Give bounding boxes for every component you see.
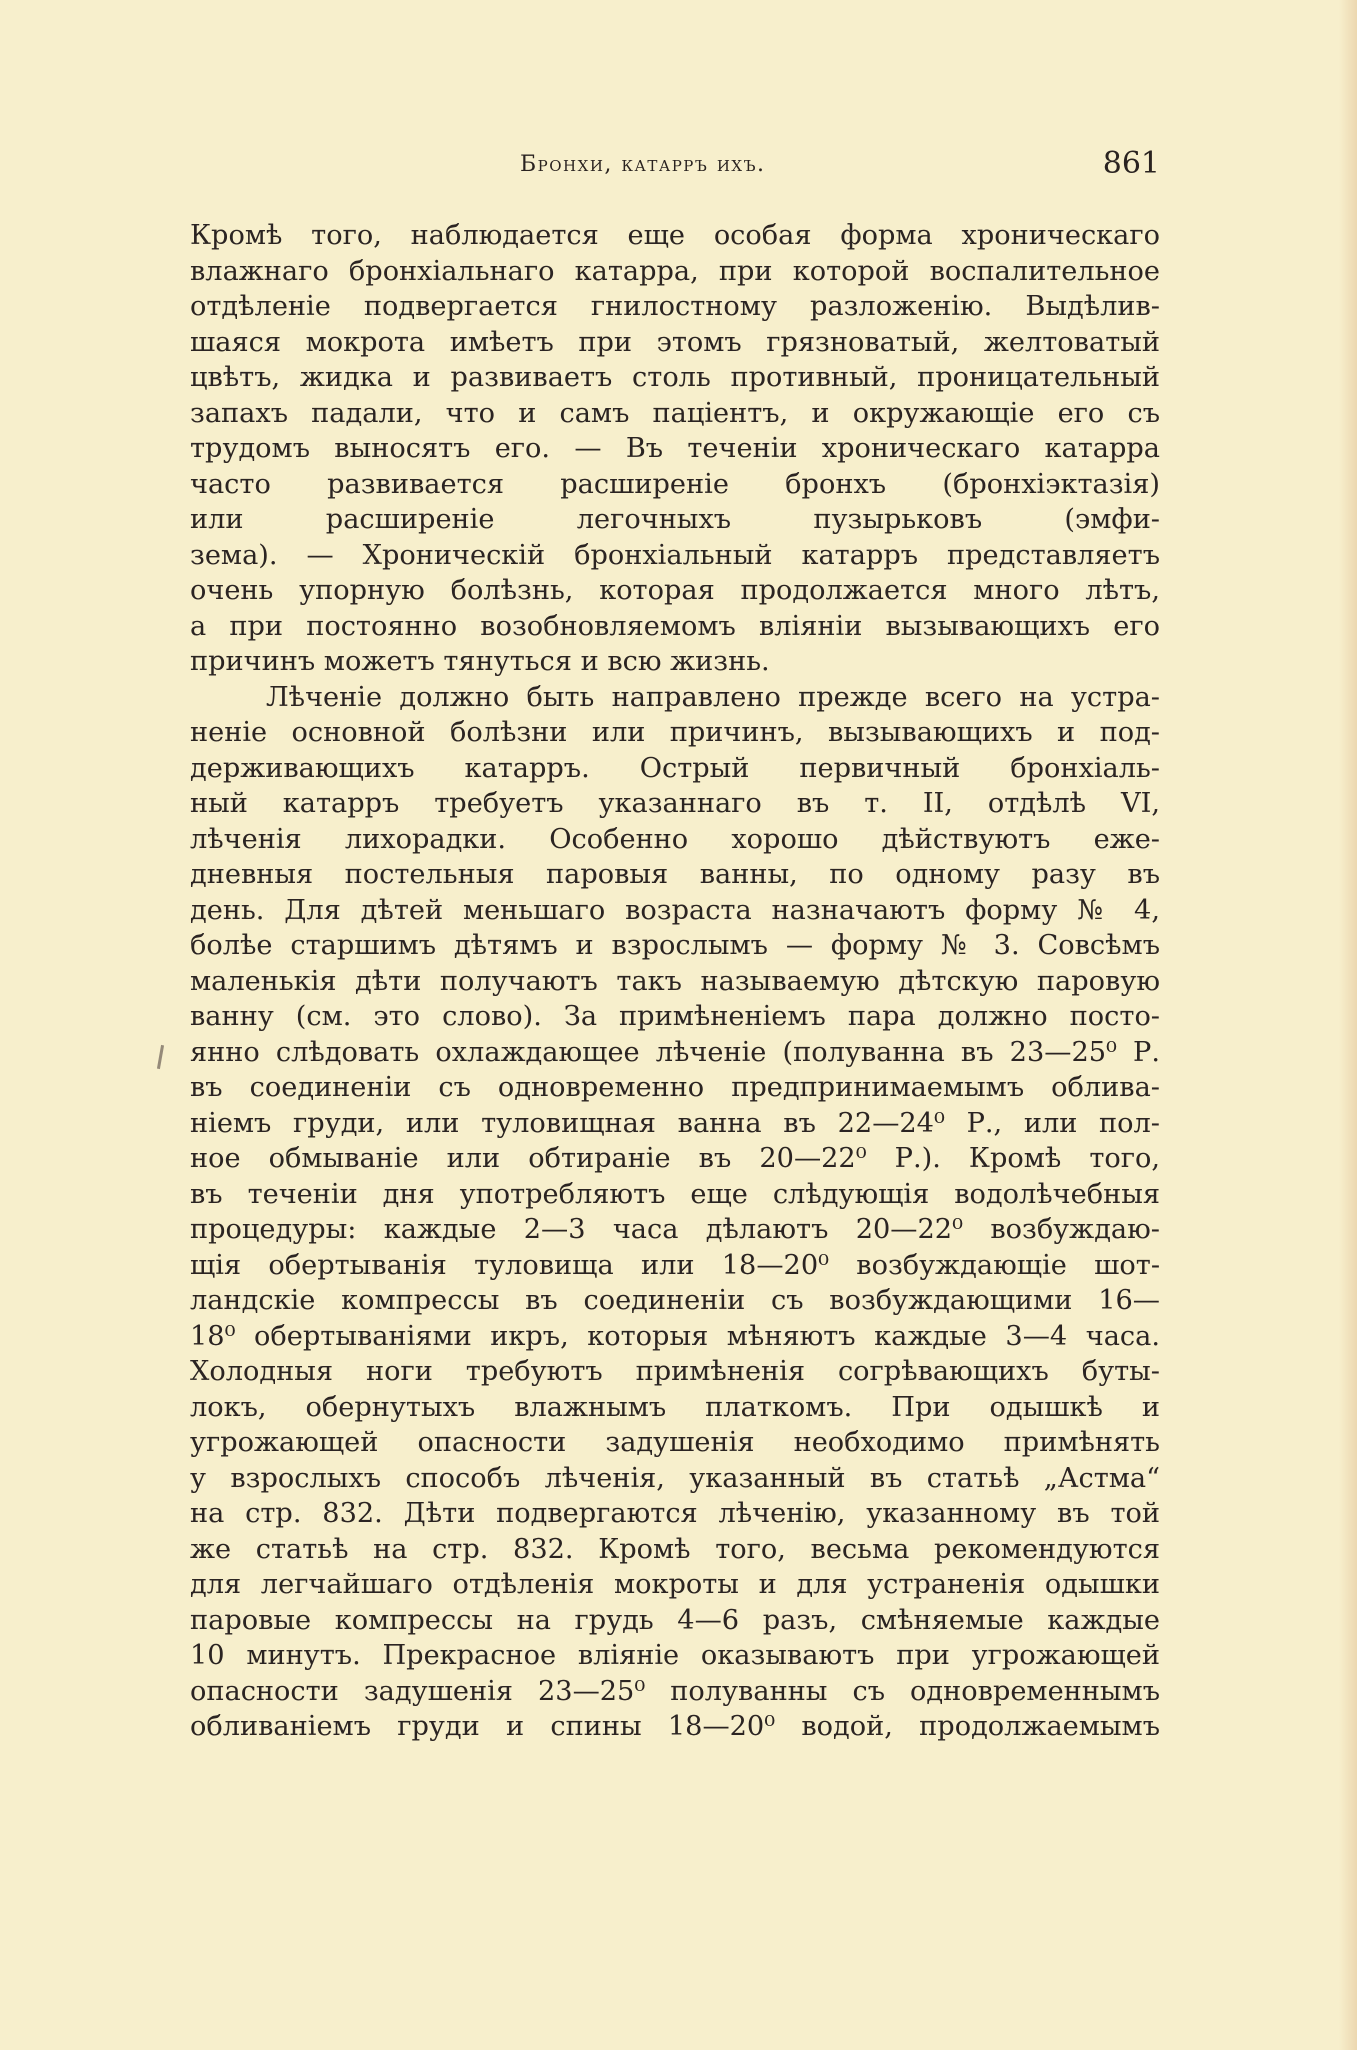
text-line: въ теченіи дня употребляютъ еще слѣдующія водолѣчебныя: [190, 1178, 1160, 1210]
page-header: [190, 146, 1160, 186]
text-line: щія обертыванія туловища или 18—20⁰ возбуждающіе шот-: [190, 1249, 1160, 1281]
text-line: для легчайшаго отдѣленія мокроты и для устраненія одышки: [190, 1569, 1160, 1600]
text-line: ванну (см. это слово). За примѣненіемъ пара должно посто-: [190, 1001, 1160, 1032]
text-line: на стр. 832. Дѣти подвергаются лѣченію, указанному въ той: [190, 1498, 1160, 1529]
text-line: очень упорную болѣзнь, которая продолжается много лѣтъ,: [190, 575, 1160, 606]
text-line: держивающихъ катарръ. Острый первичный бронхіаль-: [190, 752, 1160, 784]
text-line: опасности задушенія 23—25⁰ полуванны съ одновременнымъ: [190, 1675, 1160, 1707]
text-line: день. Для дѣтей меньшаго возраста назначаютъ форму № 4,: [190, 894, 1160, 926]
text-line: у взрослыхъ способъ лѣченія, указанный въ статьѣ „Астма“: [190, 1462, 1160, 1494]
text-line: паровые компрессы на грудь 4—6 разъ, смѣняемые каждые: [190, 1604, 1160, 1636]
text-line: влажнаго бронхіальнаго катарра, при которой воспалительное: [190, 255, 1160, 287]
text-line: ное обмываніе или обтираніе въ 20—22⁰ Р.). Кромѣ того,: [190, 1143, 1160, 1174]
text-line: 18⁰ обертываніями икръ, которыя мѣняютъ каждые 3—4 часа.: [190, 1320, 1160, 1352]
text-line: дневныя постельныя паровыя ванны, по одному разу въ: [190, 859, 1160, 890]
text-line: ный катарръ требуетъ указаннаго въ т. II, отдѣлѣ VI,: [190, 788, 1160, 819]
text-line: Холодныя ноги требуютъ примѣненія согрѣвающихъ буты-: [190, 1356, 1160, 1387]
text-line: или расширеніе легочныхъ пузырьковъ (эмфи-: [190, 504, 1160, 535]
text-line: ландскіе компрессы въ соединеніи съ возбуждающими 16—: [190, 1285, 1160, 1316]
paragraph-treatment: [190, 680, 1160, 1745]
text-line: лѣченія лихорадки. Особенно хорошо дѣйствуютъ еже-: [190, 823, 1160, 855]
text-line: часто развивается расширеніе бронхъ (бронхіэктазія): [190, 468, 1160, 500]
running-head: Бронхи, катарръ ихъ.: [520, 152, 766, 177]
text-line: угрожающей опасности задушенія необходимо примѣнять: [190, 1427, 1160, 1458]
text-line: янно слѣдовать охлаждающее лѣченіе (полуванна въ 23—25⁰ Р.: [190, 1036, 1160, 1068]
text-line: ніемъ груди, или туловищная ванна въ 22—24⁰ Р., или пол-: [190, 1107, 1160, 1139]
text-line: а при постоянно возобновляемомъ вліяніи вызывающихъ его: [190, 610, 1160, 642]
body-text: [190, 218, 1160, 1745]
text-line: же статьѣ на стр. 832. Кромѣ того, весьма рекомендуются: [190, 1533, 1160, 1565]
text-line: Кромѣ того, наблюдается еще особая форма хроническаго: [190, 220, 1160, 251]
text-line: 10 минутъ. Прекрасное вліяніе оказываютъ при угрожающей: [190, 1640, 1160, 1671]
text-line: зема). — Хроническій бронхіальный катарръ представляетъ: [190, 539, 1160, 571]
text-line: цвѣтъ, жидка и развиваетъ столь противный, проницательный: [190, 362, 1160, 393]
text-line: въ соединеніи съ одновременно предпринимаемымъ облива-: [190, 1072, 1160, 1103]
text-line: Лѣченіе должно быть направлено прежде всего на устра-: [266, 681, 1160, 713]
text-line: локъ, обернутыхъ влажнымъ платкомъ. При одышкѣ и: [190, 1391, 1160, 1423]
text-line: отдѣленіе подвергается гнилостному разложенію. Выдѣлив-: [190, 291, 1160, 322]
text-line: обливаніемъ груди и спины 18—20⁰ водой, продолжаемымъ: [190, 1711, 1160, 1742]
text-line: маленькія дѣти получаютъ такъ называемую дѣтскую паровую: [190, 965, 1160, 997]
text-line: процедуры: каждые 2—3 часа дѣлаютъ 20—22⁰ возбуждаю-: [190, 1214, 1160, 1245]
text-line: трудомъ выносятъ его. — Въ теченіи хроническаго катарра: [190, 433, 1160, 464]
page-edge-shading: [1339, 0, 1357, 2050]
page-number: 861: [1102, 146, 1160, 181]
text-line: запахъ падали, что и самъ паціентъ, и окружающіе его съ: [190, 397, 1160, 429]
paragraph-chronic-catarrh: [190, 218, 1160, 680]
text-line: болѣе старшимъ дѣтямъ и взрослымъ — форму № 3. Совсѣмъ: [190, 930, 1160, 961]
margin-pencil-mark: [157, 1045, 164, 1069]
text-line: причинъ можетъ тянуться и всю жизнь.: [190, 646, 770, 677]
text-line: неніе основной болѣзни или причинъ, вызывающихъ и под-: [190, 717, 1160, 748]
text-line: шаяся мокрота имѣетъ при этомъ грязноватый, желтоватый: [190, 326, 1160, 358]
